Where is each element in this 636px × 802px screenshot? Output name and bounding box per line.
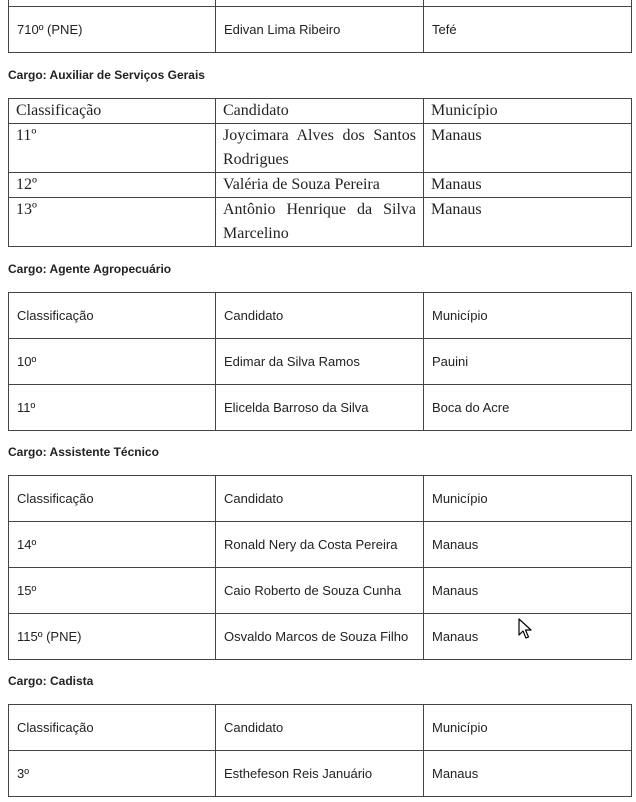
classificacao-cell: 14º xyxy=(9,522,216,568)
municipio-cell: Manaus xyxy=(424,751,632,797)
column-header-municipio: Município xyxy=(424,99,632,124)
column-header-classificacao: Classificação xyxy=(9,705,216,751)
table-row xyxy=(9,522,632,568)
classificacao-cell: 13º xyxy=(9,198,216,247)
column-header-classificacao: Classificação xyxy=(9,476,216,522)
section-heading-cadista: Cargo: Cadista xyxy=(8,674,94,688)
candidato-cell: Osvaldo Marcos de Souza Filho xyxy=(216,614,424,660)
column-header-candidato: Candidato xyxy=(216,705,424,751)
results-table-previous xyxy=(8,0,632,53)
column-header-classificacao: Classificação xyxy=(9,99,216,124)
municipio-cell: Manaus xyxy=(424,614,632,660)
column-header-municipio: Município xyxy=(424,705,632,751)
municipio-cell: Manaus xyxy=(424,173,632,198)
classificacao-cell: 3º xyxy=(9,751,216,797)
column-header-municipio: Município xyxy=(424,476,632,522)
column-header-candidato: Candidato xyxy=(216,476,424,522)
candidato-cell: Ronald Nery da Costa Pereira xyxy=(216,522,424,568)
results-table-assistente xyxy=(8,475,632,660)
municipio-cell: Manaus xyxy=(424,522,632,568)
column-header-candidato: Candidato xyxy=(216,293,424,339)
results-table-cadista xyxy=(8,704,632,797)
results-table-auxiliar xyxy=(8,98,632,247)
municipio-cell: Tefé xyxy=(424,7,632,53)
candidato-cell: Esthefeson Reis Januário xyxy=(216,751,424,797)
candidato-cell: Elicelda Barroso da Silva xyxy=(216,385,424,431)
municipio-cell: Manaus xyxy=(424,124,632,173)
table-row xyxy=(9,568,632,614)
table-row xyxy=(9,614,632,660)
section-heading-auxiliar: Cargo: Auxiliar de Serviços Gerais xyxy=(8,68,205,82)
municipio-cell: Pauini xyxy=(424,339,632,385)
classificacao-cell: 115º (PNE) xyxy=(9,614,216,660)
column-header-municipio: Município xyxy=(424,293,632,339)
table-row xyxy=(9,124,632,173)
classificacao-cell: 12º xyxy=(9,173,216,198)
table-header-row xyxy=(9,293,632,339)
section-heading-assistente: Cargo: Assistente Técnico xyxy=(8,445,159,459)
table-header-row xyxy=(9,99,632,124)
table-row xyxy=(9,198,632,247)
table-row xyxy=(9,385,632,431)
municipio-cell: Manaus xyxy=(424,568,632,614)
table-row xyxy=(9,339,632,385)
table-header-row xyxy=(9,705,632,751)
classificacao-cell: 11º xyxy=(9,385,216,431)
candidato-cell: Caio Roberto de Souza Cunha xyxy=(216,568,424,614)
municipio-cell: Manaus xyxy=(424,198,632,247)
classificacao-cell: 11º xyxy=(9,124,216,173)
classificacao-cell: 10º xyxy=(9,339,216,385)
column-header-candidato: Candidato xyxy=(216,99,424,124)
candidato-cell: Valéria de Souza Pereira xyxy=(216,173,424,198)
candidato-cell: Edivan Lima Ribeiro xyxy=(216,7,424,53)
table-row xyxy=(9,7,632,53)
mouse-pointer-icon xyxy=(518,618,532,640)
column-header-classificacao: Classificação xyxy=(9,293,216,339)
section-heading-agente: Cargo: Agente Agropecuário xyxy=(8,262,172,276)
classificacao-cell: 15º xyxy=(9,568,216,614)
municipio-cell: Boca do Acre xyxy=(424,385,632,431)
table-row xyxy=(9,173,632,198)
candidato-cell: Joycimara Alves dos Santos Rodrigues xyxy=(216,124,424,173)
candidato-cell: Edimar da Silva Ramos xyxy=(216,339,424,385)
results-table-agente xyxy=(8,292,632,431)
candidato-cell: Antônio Henrique da Silva Marcelino xyxy=(216,198,424,247)
table-header-row xyxy=(9,476,632,522)
table-row xyxy=(9,751,632,797)
classificacao-cell: 710º (PNE) xyxy=(9,7,216,53)
